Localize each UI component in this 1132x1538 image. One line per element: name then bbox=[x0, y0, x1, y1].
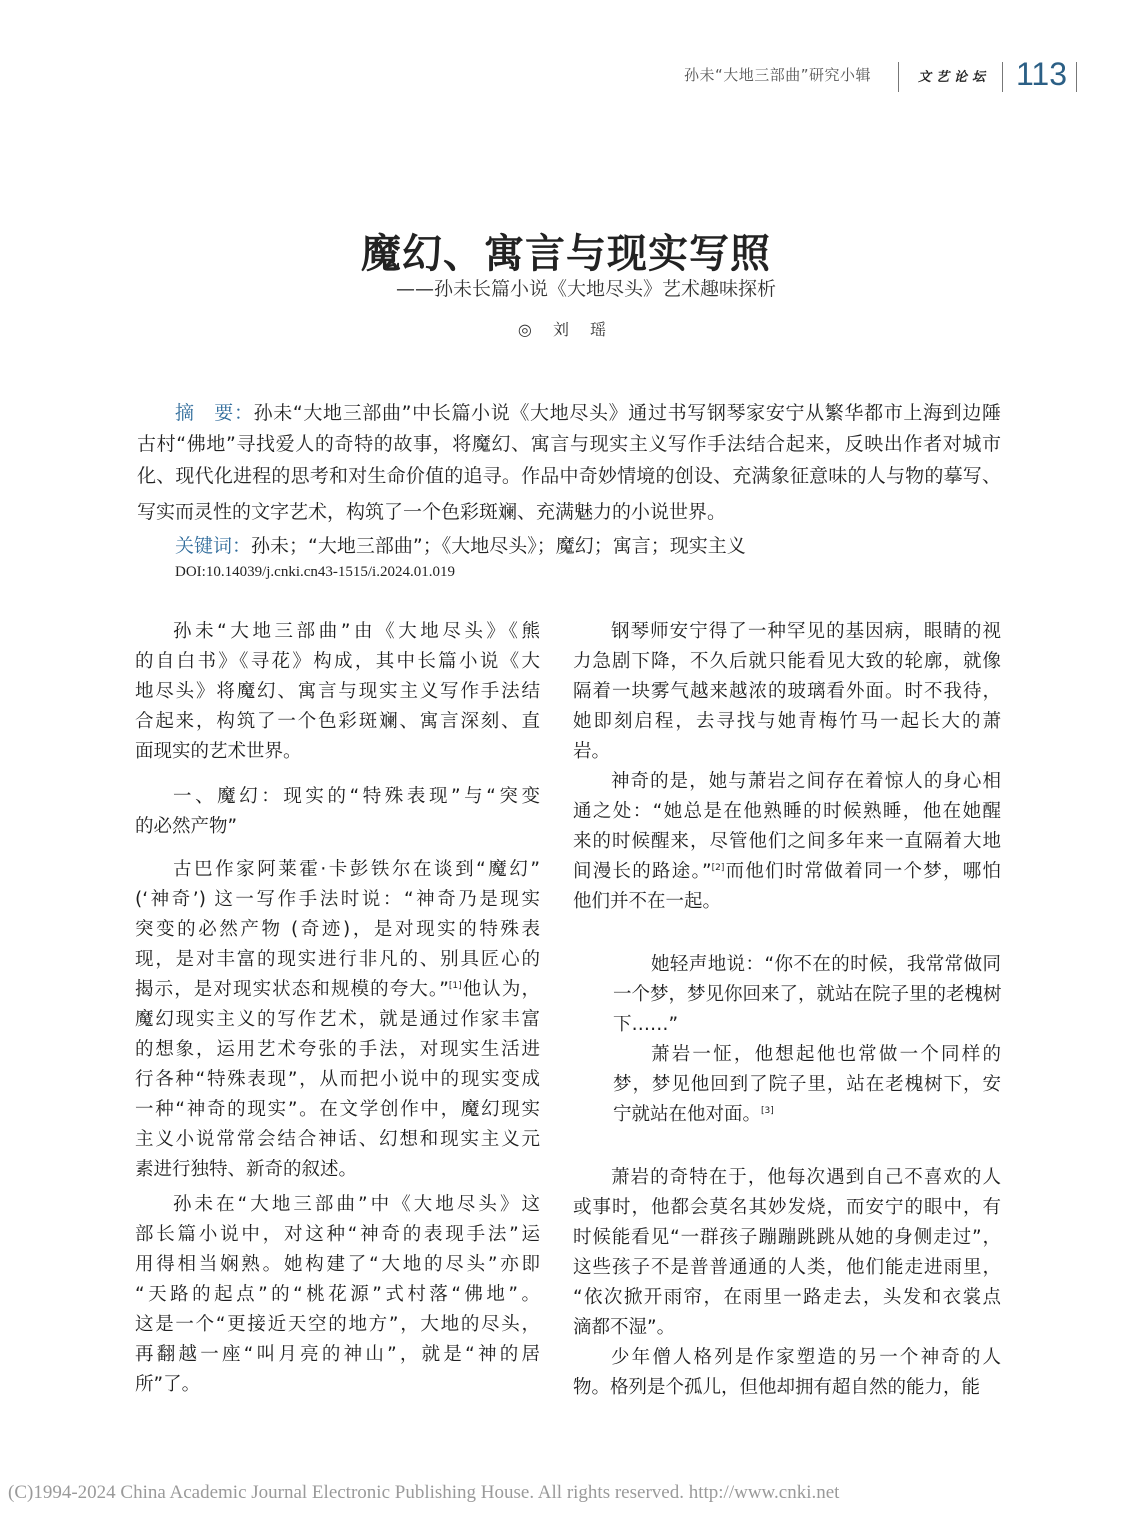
keywords: 关键词：孙未；“大地三部曲”；《大地尽头》；魔幻；寓言；现实主义 bbox=[175, 535, 746, 557]
paragraph-line: 通之处：“她总是在他熟睡的时候熟睡，他在她醒 bbox=[573, 801, 1001, 822]
abstract-line: 古村“佛地”寻找爱人的奇特的故事，将魔幻、寓言与现实主义写作手法结合起来，反映出作者对城市 bbox=[137, 433, 1001, 455]
abstract-line: 化、现代化进程的思考和对生命价值的追寻。作品中奇妙情境的创设、充满象征意味的人与物的摹写、 bbox=[137, 465, 1001, 487]
paragraph-line: 部长篇小说中，对这种“神奇的表现手法”运 bbox=[135, 1224, 540, 1245]
paragraph-line: 来的时候醒来，尽管他们之间多年来一直隔着大地 bbox=[573, 831, 1001, 852]
quote-line: 下……” bbox=[613, 1014, 679, 1035]
header-divider bbox=[1002, 62, 1003, 92]
paragraph-line: 这些孩子不是普普通通的人类，他们能走进雨里， bbox=[573, 1257, 1001, 1278]
abstract-line: 写实而灵性的文字艺术，构筑了一个色彩斑斓、充满魅力的小说世界。 bbox=[137, 501, 727, 523]
footnote-ref: [1] bbox=[448, 981, 462, 991]
paragraph-line: 少年僧人格列是作家塑造的另一个神奇的人 bbox=[611, 1347, 1001, 1368]
paragraph-line: 这是一个“更接近天空的地方”，大地的尽头， bbox=[135, 1314, 540, 1335]
paragraph-line: 时候能看见“一群孩子蹦蹦跳跳从她的身侧走过”， bbox=[573, 1227, 1001, 1248]
paragraph-line: 她即刻启程，去寻找与她青梅竹马一起长大的萧 bbox=[573, 711, 1001, 732]
paragraph-line: 素进行独特、新奇的叙述。 bbox=[135, 1159, 358, 1180]
paragraph-line: 萧岩的奇特在于，他每次遇到自己不喜欢的人 bbox=[611, 1167, 1001, 1188]
paragraph-line: 合起来，构筑了一个色彩斑斓、寓言深刻、直 bbox=[135, 711, 540, 732]
author: ◎ 刘 瑶 bbox=[517, 320, 615, 339]
paragraph-line: 的想象，运用艺术夸张的手法，对现实生活进 bbox=[135, 1039, 540, 1060]
paragraph-line: “依次掀开雨帘，在雨里一路走去，头发和衣裳点 bbox=[573, 1287, 1001, 1308]
quote-line: 萧岩一怔，他想起他也常做一个同样的 bbox=[651, 1044, 1001, 1065]
paragraph-line: 再翻越一座“叫月亮的神山”，就是“神的居 bbox=[135, 1344, 540, 1365]
quote-line: 一个梦，梦见你回来了，就站在院子里的老槐树 bbox=[613, 984, 1002, 1005]
paragraph-line: 一种“神奇的现实”。在文学创作中，魔幻现实 bbox=[135, 1099, 540, 1120]
running-head: 孙未“大地三部曲”研究小辑 bbox=[684, 66, 872, 84]
section-heading-line: 的必然产物” bbox=[135, 816, 238, 837]
paragraph-line: 钢琴师安宁得了一种罕见的基因病，眼睛的视 bbox=[611, 621, 1001, 642]
quote-line: 宁就站在他对面。[3] bbox=[613, 1104, 774, 1125]
copyright-footer: (C)1994-2024 China Academic Journal Electronic Publishing House. All rights reserved. http://www.cnki.net bbox=[8, 1482, 840, 1503]
paragraph-line: 所”了。 bbox=[135, 1374, 201, 1395]
paragraph-line: 魔幻现实主义的写作艺术，就是通过作家丰富 bbox=[135, 1009, 540, 1030]
paragraph-line: 间漫长的路途。”[2]而他们时常做着同一个梦，哪怕 bbox=[573, 861, 1001, 882]
section-heading-line: 一、魔幻：现实的“特殊表现”与“突变 bbox=[173, 786, 540, 807]
paragraph-line: 行各种“特殊表现”，从而把小说中的现实变成 bbox=[135, 1069, 540, 1090]
article-title: 魔幻、寓言与现实写照 bbox=[361, 231, 771, 277]
paragraph-line: 面现实的艺术世界。 bbox=[135, 741, 302, 762]
paragraph-line: 古巴作家阿莱霍·卡彭铁尔在谈到“魔幻” bbox=[173, 859, 540, 880]
paragraph-line: 岩。 bbox=[573, 741, 611, 762]
paragraph-line: 突变的必然产物 (奇迹)，是对现实的特殊表 bbox=[135, 919, 540, 940]
abstract-line: 摘 要：孙未“大地三部曲”中长篇小说《大地尽头》通过书写钢琴家安宁从繁华都市上海到边陲 bbox=[175, 402, 1001, 424]
paragraph-line: 孙未“大地三部曲”由《大地尽头》《熊 bbox=[173, 621, 540, 642]
quote-line: 她轻声地说：“你不在的时候，我常常做同 bbox=[651, 954, 1001, 975]
footnote-ref: [3] bbox=[761, 1106, 774, 1116]
paragraph-line: 或事时，他都会莫名其妙发烧，而安宁的眼中，有 bbox=[573, 1197, 1001, 1218]
paragraph-line: 孙未在“大地三部曲”中《大地尽头》这 bbox=[173, 1194, 540, 1215]
paragraph-line: 隔着一块雾气越来越浓的玻璃看外面。时不我待， bbox=[573, 681, 1001, 702]
doi: DOI:10.14039/j.cnki.cn43-1515/i.2024.01.019 bbox=[175, 564, 455, 580]
keywords-label: 关键词： bbox=[175, 535, 252, 557]
paragraph-line: 用得相当娴熟。她构建了“大地的尽头”亦即 bbox=[135, 1254, 540, 1275]
paragraph-line: 地尽头》将魔幻、寓言与现实主义写作手法结 bbox=[135, 681, 540, 702]
paragraph-line: 的自白书》《寻花》构成，其中长篇小说《大 bbox=[135, 651, 540, 672]
page-number: 113 bbox=[1016, 56, 1068, 92]
paragraph-line: 滴都不湿”。 bbox=[573, 1317, 676, 1338]
paragraph-line: 现，是对丰富的现实进行非凡的、别具匠心的 bbox=[135, 949, 540, 970]
article-subtitle: ——孙未长篇小说《大地尽头》艺术趣味探析 bbox=[395, 278, 776, 300]
paragraph-line: 力急剧下降，不久后就只能看见大致的轮廓，就像 bbox=[573, 651, 1001, 672]
journal-logo: 文艺论坛 bbox=[918, 70, 991, 85]
paragraph-line: 主义小说常常会结合神话、幻想和现实主义元 bbox=[135, 1129, 540, 1150]
paragraph-line: 他们并不在一起。 bbox=[573, 891, 722, 912]
quote-line: 梦，梦见他回到了院子里，站在老槐树下，安 bbox=[613, 1074, 1001, 1095]
paragraph-line: 神奇的是，她与萧岩之间存在着惊人的身心相 bbox=[611, 771, 1001, 792]
paragraph-line: 物。格列是个孤儿，但他却拥有超自然的能力，能 bbox=[573, 1377, 981, 1398]
paragraph-line: “天路的起点”的“桃花源”式村落“佛地”。 bbox=[135, 1284, 540, 1305]
paragraph-line: (‘神奇’) 这一写作手法时说：“神奇乃是现实 bbox=[135, 889, 540, 910]
header-divider bbox=[898, 62, 899, 92]
footnote-ref: [2] bbox=[711, 863, 725, 873]
abstract-label: 摘 要： bbox=[175, 402, 254, 424]
header-divider bbox=[1076, 62, 1077, 92]
paragraph-line: 揭示，是对现实状态和规模的夸大。”[1]他认为， bbox=[135, 979, 540, 1000]
